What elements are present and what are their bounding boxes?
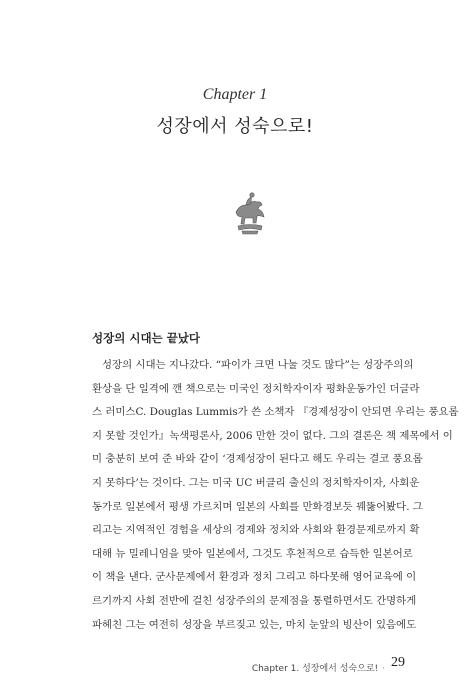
footer-separator: · xyxy=(382,664,385,674)
body-line: 환상을 단 일격에 깬 책으로는 미국인 정치학자이자 평화운동가인 더글라 xyxy=(92,382,420,395)
chapter-title: 성장에서 성숙으로! xyxy=(156,116,314,137)
body-line: 미 충분히 보여 준 바와 같이 ‘경제성장이 된다고 해도 우리는 결코 풍요롭 xyxy=(92,453,423,466)
body-line: 파헤친 그는 여전히 성장을 부르짖고 있는, 마치 눈앞의 빙산이 있음에도 xyxy=(92,618,417,631)
body-line: 대해 뉴 밀레니엄을 맞아 일본에서, 그것도 후천적으로 습득한 일본어로 xyxy=(92,547,413,560)
body-line: 지 못하다’는 것이다. 그는 미국 UC 버클리 출신의 정치학자이자, 사회운 xyxy=(92,476,420,489)
running-footer xyxy=(0,661,389,674)
body-line: 성장의 시대는 지나갔다. “파이가 크면 나눌 것도 많다”는 성장주의의 xyxy=(102,359,414,371)
body-line: 르기까지 사회 전반에 걸친 성장주의의 문제점을 통렬하면서도 간명하게 xyxy=(92,594,417,607)
chapter-label: Chapter 1 xyxy=(202,86,268,103)
body-line: 리고는 지역적인 경험을 세상의 경제와 정치와 사회와 환경문제로까지 확 xyxy=(92,524,420,537)
horse-ornament-icon xyxy=(230,190,270,236)
body-line: 이 책을 낸다. 군사문제에서 환경과 정치 그리고 하다못해 영어교육에 이 xyxy=(92,571,417,584)
page-number: 29 xyxy=(391,655,405,670)
body-line: 지 못할 것인가』녹색평론사, 2006 만한 것이 없다. 그의 결론은 책 제목에서 이 xyxy=(92,429,453,442)
section-heading: 성장의 시대는 끝났다 xyxy=(92,331,200,345)
body-line: 동가로 일본에서 평생 가르치며 일본의 사회를 만화경보듯 꿰뚫어봤다. 그 xyxy=(92,500,423,513)
running-head: Chapter 1. 성장에서 성숙으로! xyxy=(251,664,379,674)
body-text xyxy=(92,354,459,637)
body-line: 스 러미스C. Douglas Lummis가 쓴 소책자 『경제성장이 안되면 우리는 풍요롭 xyxy=(92,406,459,419)
